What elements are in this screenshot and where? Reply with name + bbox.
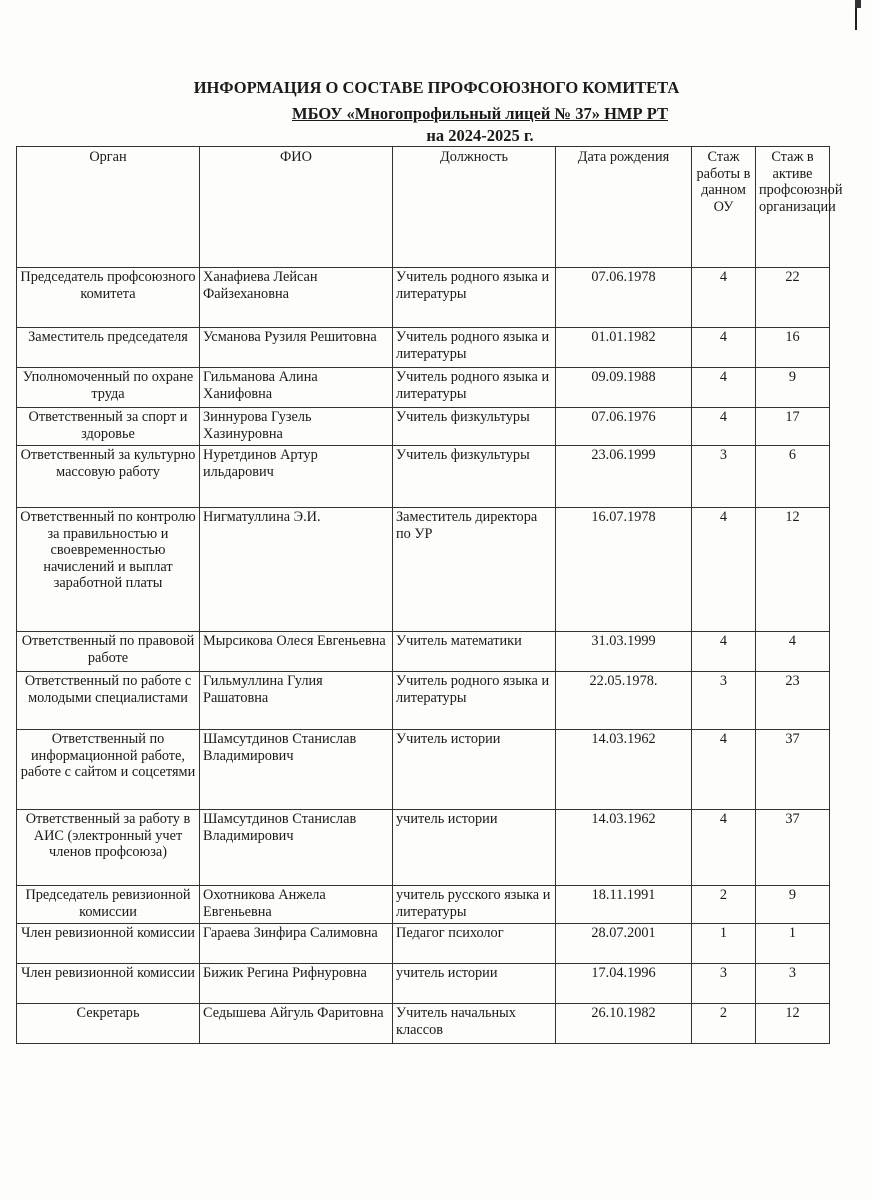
exp-school-cell: 3 — [692, 446, 756, 508]
birth-date-cell: 31.03.1999 — [556, 632, 692, 672]
committee-table — [16, 146, 843, 1044]
exp-school-cell: 3 — [692, 672, 756, 730]
table-row — [17, 268, 830, 328]
organ-cell: Ответственный по работе с молодыми специалистами — [17, 672, 200, 730]
position-cell: Учитель начальных классов — [393, 1004, 556, 1044]
birth-date-cell: 14.03.1962 — [556, 810, 692, 886]
exp-school-cell: 4 — [692, 730, 756, 810]
fio-cell: Бижик Регина Рифнуровна — [200, 964, 393, 1004]
exp-school-cell: 3 — [692, 964, 756, 1004]
organ-cell: Председатель ревизионной комиссии — [17, 886, 200, 924]
exp-school-cell: 2 — [692, 1004, 756, 1044]
organ-cell: Ответственный за работу в АИС (электронный учет членов профсоюза) — [17, 810, 200, 886]
position-cell: Учитель физкультуры — [393, 446, 556, 508]
academic-year: на 2024-2025 г. — [426, 126, 534, 145]
position-cell: Учитель родного языка и литературы — [393, 672, 556, 730]
position-cell: Учитель физкультуры — [393, 408, 556, 446]
header-organ: Орган — [17, 147, 200, 268]
table-row — [17, 730, 830, 810]
fio-cell: Зиннурова Гузель Хазинуровна — [200, 408, 393, 446]
fio-cell: Мырсикова Олеся Евгеньевна — [200, 632, 393, 672]
organ-cell: Заместитель председателя — [17, 328, 200, 368]
position-cell: Учитель математики — [393, 632, 556, 672]
position-cell: учитель истории — [393, 964, 556, 1004]
fio-cell: Нуретдинов Артур ильдарович — [200, 446, 393, 508]
birth-date-cell: 16.07.1978 — [556, 508, 692, 632]
exp-union-cell: 17 — [756, 408, 830, 446]
exp-school-cell: 4 — [692, 408, 756, 446]
birth-date-cell: 17.04.1996 — [556, 964, 692, 1004]
organ-cell: Ответственный за спорт и здоровье — [17, 408, 200, 446]
fio-cell: Нигматуллина Э.И. — [200, 508, 393, 632]
exp-union-cell: 22 — [756, 268, 830, 328]
position-cell: Учитель родного языка и литературы — [393, 368, 556, 408]
fio-cell: Гильмуллина Гулия Рашатовна — [200, 672, 393, 730]
table-row — [17, 508, 830, 632]
organ-cell: Секретарь — [17, 1004, 200, 1044]
header-exp-school: Стаж работы в данном ОУ — [692, 147, 756, 268]
organ-cell: Уполномоченный по охране труда — [17, 368, 200, 408]
fio-cell: Шамсутдинов Станислав Владимирович — [200, 810, 393, 886]
exp-school-cell: 4 — [692, 632, 756, 672]
exp-union-cell: 16 — [756, 328, 830, 368]
school-name: МБОУ «Многопрофильный лицей № 37» НМР РТ — [292, 104, 668, 123]
fio-cell: Гильманова Алина Ханифовна — [200, 368, 393, 408]
position-cell: Учитель родного языка и литературы — [393, 268, 556, 328]
birth-date-cell: 14.03.1962 — [556, 730, 692, 810]
table-row — [17, 964, 830, 1004]
exp-union-cell: 9 — [756, 886, 830, 924]
fio-cell: Седышева Айгуль Фаритовна — [200, 1004, 393, 1044]
birth-date-cell: 07.06.1978 — [556, 268, 692, 328]
scan-edge-mark — [855, 0, 861, 8]
position-cell: Учитель родного языка и литературы — [393, 328, 556, 368]
organ-cell: Ответственный по контролю за правильностью и своевременностью начислений и выплат заработной платы — [17, 508, 200, 632]
birth-date-cell: 23.06.1999 — [556, 446, 692, 508]
table-row — [17, 672, 830, 730]
exp-school-cell: 4 — [692, 328, 756, 368]
table-row — [17, 632, 830, 672]
table-row — [17, 446, 830, 508]
exp-school-cell: 1 — [692, 924, 756, 964]
table-row — [17, 1004, 830, 1044]
birth-date-cell: 26.10.1982 — [556, 1004, 692, 1044]
exp-union-cell: 9 — [756, 368, 830, 408]
birth-date-cell: 01.01.1982 — [556, 328, 692, 368]
exp-school-cell: 4 — [692, 508, 756, 632]
header-fio: ФИО — [200, 147, 393, 268]
table-row — [17, 368, 830, 408]
birth-date-cell: 22.05.1978. — [556, 672, 692, 730]
exp-school-cell: 4 — [692, 268, 756, 328]
table-row — [17, 408, 830, 446]
birth-date-cell: 18.11.1991 — [556, 886, 692, 924]
organ-cell: Ответственный по правовой работе — [17, 632, 200, 672]
table-row — [17, 328, 830, 368]
document-title: ИНФОРМАЦИЯ О СОСТАВЕ ПРОФСОЮЗНОГО КОМИТЕТА — [193, 78, 680, 97]
exp-union-cell: 6 — [756, 446, 830, 508]
exp-union-cell: 1 — [756, 924, 830, 964]
fio-cell: Ханафиева Лейсан Файзехановна — [200, 268, 393, 328]
header-position: Должность — [393, 147, 556, 268]
exp-union-cell: 12 — [756, 508, 830, 632]
fio-cell: Охотникова Анжела Евгеньевна — [200, 886, 393, 924]
fio-cell: Усманова Рузиля Решитовна — [200, 328, 393, 368]
organ-cell: Ответственный по информационной работе, работе с сайтом и соцсетями — [17, 730, 200, 810]
position-cell: Педагог психолог — [393, 924, 556, 964]
birth-date-cell: 28.07.2001 — [556, 924, 692, 964]
organ-cell: Ответственный за культурно массовую работу — [17, 446, 200, 508]
exp-union-cell: 37 — [756, 810, 830, 886]
exp-union-cell: 4 — [756, 632, 830, 672]
fio-cell: Шамсутдинов Станислав Владимирович — [200, 730, 393, 810]
table-row — [17, 924, 830, 964]
header-birth-date: Дата рождения — [556, 147, 692, 268]
table-header-row — [17, 147, 830, 268]
exp-union-cell: 3 — [756, 964, 830, 1004]
exp-union-cell: 37 — [756, 730, 830, 810]
organ-cell: Член ревизионной комиссии — [17, 964, 200, 1004]
organ-cell: Член ревизионной комиссии — [17, 924, 200, 964]
fio-cell: Гараева Зинфира Салимовна — [200, 924, 393, 964]
birth-date-cell: 09.09.1988 — [556, 368, 692, 408]
header-exp-union: Стаж в активе профсоюзной организации — [756, 147, 830, 268]
position-cell: учитель истории — [393, 810, 556, 886]
position-cell: Учитель истории — [393, 730, 556, 810]
exp-union-cell: 23 — [756, 672, 830, 730]
exp-school-cell: 4 — [692, 810, 756, 886]
table-row — [17, 810, 830, 886]
organ-cell: Председатель профсоюзного комитета — [17, 268, 200, 328]
exp-school-cell: 2 — [692, 886, 756, 924]
exp-school-cell: 4 — [692, 368, 756, 408]
birth-date-cell: 07.06.1976 — [556, 408, 692, 446]
position-cell: Заместитель директора по УР — [393, 508, 556, 632]
exp-union-cell: 12 — [756, 1004, 830, 1044]
table-row — [17, 886, 830, 924]
position-cell: учитель русского языка и литературы — [393, 886, 556, 924]
